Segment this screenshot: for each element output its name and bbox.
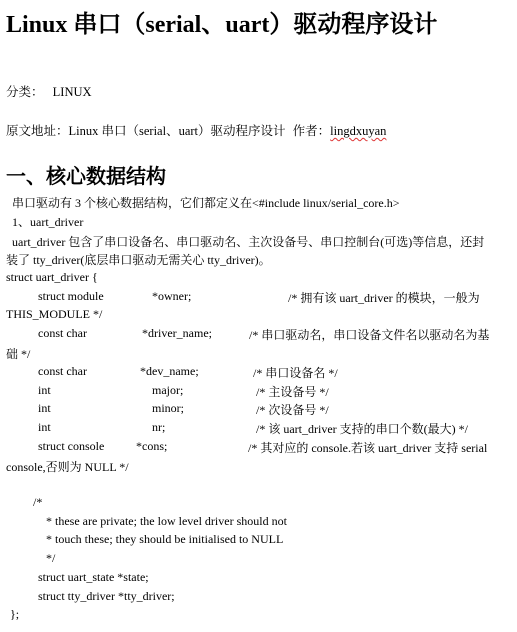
code-driver-name-comment-cont: 础 */ (6, 347, 31, 361)
code-major-decl: int (38, 383, 51, 397)
author-link[interactable]: lingdxuyan (330, 124, 387, 138)
code-dev-name-name: *dev_name; (140, 364, 199, 378)
code-cons-name: *cons; (136, 439, 168, 453)
source-line (6, 121, 386, 139)
code-struct-close: }; (10, 607, 20, 621)
code-nr-name: nr; (152, 420, 166, 434)
code-cons-comment: /* 其对应的 console.若该 uart_driver 支持 serial (248, 441, 488, 455)
source-label: 原文地址： (6, 124, 69, 138)
code-tty-driver-field: struct tty_driver *tty_driver; (38, 589, 175, 603)
code-major-comment: /* 主设备号 */ (256, 385, 329, 399)
code-driver-name-comment: /* 串口驱动名，串口设备文件名以驱动名为基 (249, 328, 490, 342)
item-heading: 1、uart_driver (12, 215, 84, 229)
intro-text: 串口驱动有 3 个核心数据结构，它们都定义在<#include linux/serial_core.h> (12, 196, 400, 210)
category-label: 分类： (6, 85, 44, 99)
code-comment-open: /* (33, 495, 43, 509)
code-dev-name-decl: const char (38, 364, 87, 378)
code-owner-decl: struct module (38, 289, 104, 303)
code-comment-line-2: * touch these; they should be initialised to NULL (46, 532, 284, 546)
code-cons-decl: struct console (38, 439, 105, 453)
code-owner-name: *owner; (152, 289, 192, 303)
page-title: Linux 串口（serial、uart）驱动程序设计 (6, 12, 438, 38)
code-nr-decl: int (38, 420, 51, 434)
section-heading: 一、核心数据结构 (6, 166, 166, 188)
code-minor-comment: /* 次设备号 */ (256, 403, 329, 417)
author-label: 作者： (292, 124, 331, 138)
code-major-name: major; (152, 383, 184, 397)
code-cons-comment-cont: console,否则为 NULL */ (6, 460, 129, 474)
code-nr-comment: /* 该 uart_driver 支持的串口个数(最大) */ (256, 422, 468, 436)
code-comment-line-1: * these are private; the low level driver should not (46, 514, 287, 528)
code-owner-comment-cont: THIS_MODULE */ (6, 307, 103, 321)
code-comment-close: */ (46, 551, 56, 565)
code-state-field: struct uart_state *state; (38, 570, 149, 584)
code-minor-name: minor; (152, 401, 184, 415)
description-line-2: 装了 tty_driver(底层串口驱动无需关心 tty_driver)。 (6, 253, 271, 267)
category-link[interactable]: LINUX (52, 85, 92, 99)
source-title-link[interactable]: Linux 串口（serial、uart）驱动程序设计 (68, 124, 286, 138)
description-line-1: uart_driver 包含了串口设备名、串口驱动名、主次设备号、串口控制台(可选)等信息，还封 (12, 235, 485, 249)
code-driver-name-decl: const char (38, 326, 87, 340)
code-owner-comment: /* 拥有该 uart_driver 的模块，一般为 (288, 291, 480, 305)
code-dev-name-comment: /* 串口设备名 */ (253, 366, 338, 380)
code-minor-decl: int (38, 401, 51, 415)
code-driver-name-name: *driver_name; (142, 326, 212, 340)
category-line (6, 82, 92, 100)
code-struct-open: struct uart_driver { (6, 270, 98, 284)
